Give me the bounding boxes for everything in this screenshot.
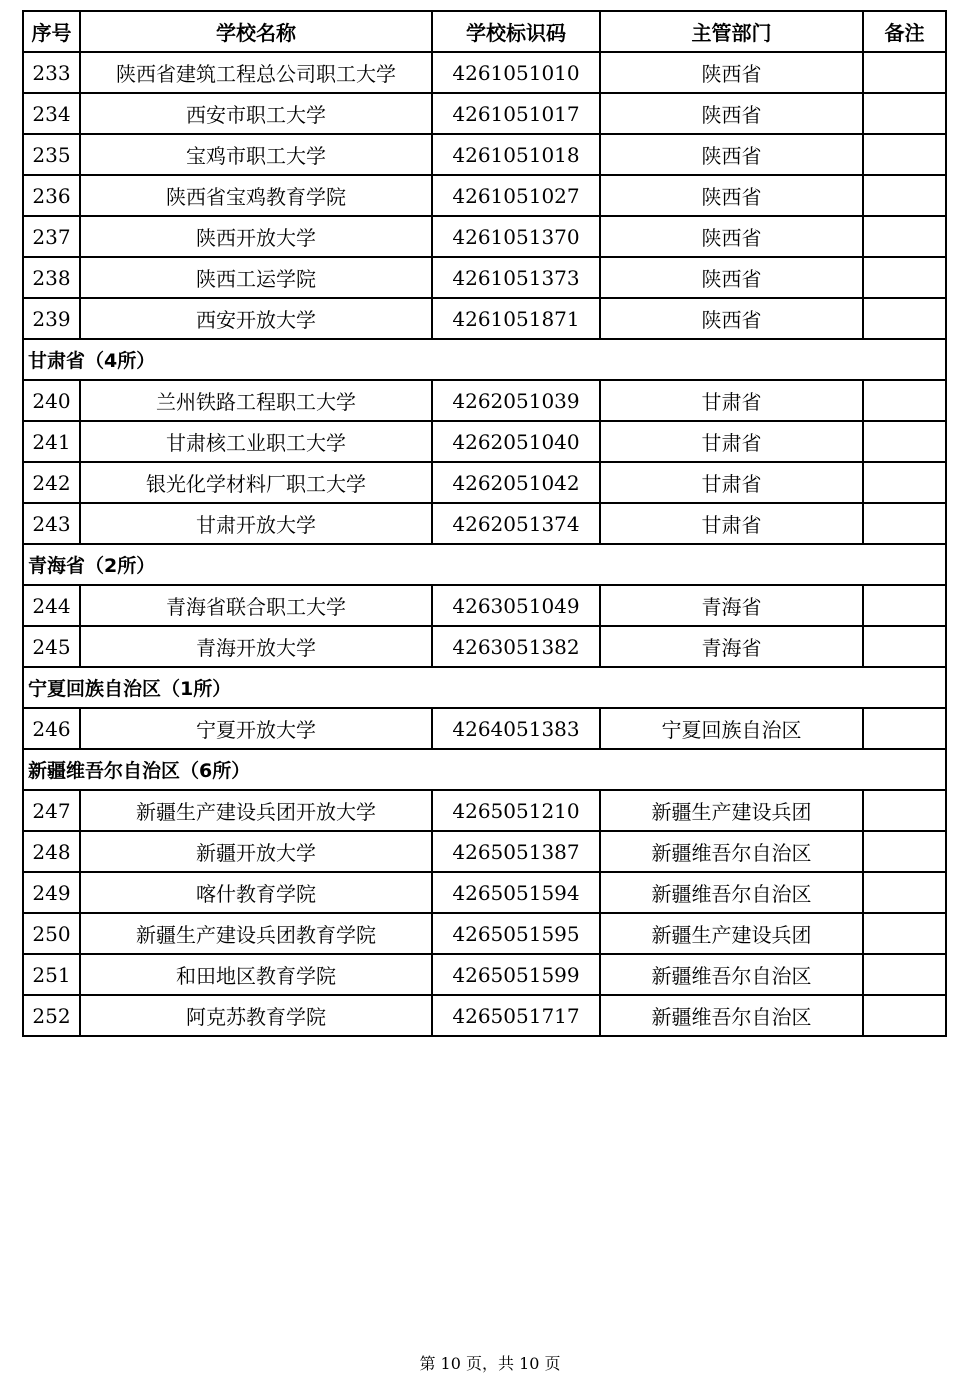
remarks-cell <box>863 298 946 339</box>
serial-number-cell: 234 <box>23 93 80 134</box>
supervising-dept-cell: 青海省 <box>600 626 863 667</box>
table-row <box>23 257 946 298</box>
table-row <box>23 585 946 626</box>
remarks-cell <box>863 831 946 872</box>
school-code-cell: 4262051040 <box>432 421 600 462</box>
serial-number-cell: 249 <box>23 872 80 913</box>
school-name-cell: 青海开放大学 <box>80 626 432 667</box>
school-code-cell: 4261051017 <box>432 93 600 134</box>
school-list-table <box>22 10 947 1037</box>
table-row <box>23 380 946 421</box>
remarks-cell <box>863 790 946 831</box>
school-code-cell: 4265051387 <box>432 831 600 872</box>
school-name-cell: 新疆生产建设兵团教育学院 <box>80 913 432 954</box>
school-name-cell: 阿克苏教育学院 <box>80 995 432 1036</box>
supervising-dept-cell: 宁夏回族自治区 <box>600 708 863 749</box>
table-row <box>23 503 946 544</box>
serial-number-cell: 242 <box>23 462 80 503</box>
table-row <box>23 52 946 93</box>
school-code-cell: 4262051374 <box>432 503 600 544</box>
table-header-row <box>23 11 946 52</box>
school-name-cell: 喀什教育学院 <box>80 872 432 913</box>
table-row <box>23 954 946 995</box>
serial-number-cell: 236 <box>23 175 80 216</box>
supervising-dept-cell: 陕西省 <box>600 52 863 93</box>
table-row <box>23 872 946 913</box>
table-row <box>23 298 946 339</box>
table-row <box>23 134 946 175</box>
supervising-dept-cell: 新疆生产建设兵团 <box>600 790 863 831</box>
table-row <box>23 462 946 503</box>
remarks-cell <box>863 954 946 995</box>
section-title: 宁夏回族自治区（1所） <box>23 667 946 708</box>
school-name-cell: 甘肃开放大学 <box>80 503 432 544</box>
table-row <box>23 995 946 1036</box>
table-row <box>23 831 946 872</box>
school-code-cell: 4265051210 <box>432 790 600 831</box>
table-row <box>23 790 946 831</box>
school-code-cell: 4263051049 <box>432 585 600 626</box>
serial-number-cell: 238 <box>23 257 80 298</box>
school-name-cell: 陕西工运学院 <box>80 257 432 298</box>
header-serial-number: 序号 <box>23 11 80 52</box>
school-code-cell: 4264051383 <box>432 708 600 749</box>
school-code-cell: 4261051370 <box>432 216 600 257</box>
table-row <box>23 626 946 667</box>
table-row <box>23 93 946 134</box>
header-school-name: 学校名称 <box>80 11 432 52</box>
school-name-cell: 甘肃核工业职工大学 <box>80 421 432 462</box>
supervising-dept-cell: 新疆维吾尔自治区 <box>600 831 863 872</box>
supervising-dept-cell: 甘肃省 <box>600 503 863 544</box>
remarks-cell <box>863 585 946 626</box>
school-name-cell: 青海省联合职工大学 <box>80 585 432 626</box>
remarks-cell <box>863 380 946 421</box>
supervising-dept-cell: 甘肃省 <box>600 421 863 462</box>
serial-number-cell: 239 <box>23 298 80 339</box>
supervising-dept-cell: 新疆维吾尔自治区 <box>600 995 863 1036</box>
supervising-dept-cell: 陕西省 <box>600 134 863 175</box>
supervising-dept-cell: 甘肃省 <box>600 462 863 503</box>
remarks-cell <box>863 503 946 544</box>
serial-number-cell: 246 <box>23 708 80 749</box>
serial-number-cell: 245 <box>23 626 80 667</box>
table-row <box>23 913 946 954</box>
school-name-cell: 新疆开放大学 <box>80 831 432 872</box>
header-supervising-dept: 主管部门 <box>600 11 863 52</box>
section-title: 新疆维吾尔自治区（6所） <box>23 749 946 790</box>
school-code-cell: 4262051042 <box>432 462 600 503</box>
school-code-cell: 4261051373 <box>432 257 600 298</box>
school-code-cell: 4265051599 <box>432 954 600 995</box>
remarks-cell <box>863 257 946 298</box>
school-code-cell: 4261051010 <box>432 52 600 93</box>
supervising-dept-cell: 陕西省 <box>600 257 863 298</box>
school-name-cell: 兰州铁路工程职工大学 <box>80 380 432 421</box>
serial-number-cell: 243 <box>23 503 80 544</box>
school-name-cell: 西安开放大学 <box>80 298 432 339</box>
supervising-dept-cell: 陕西省 <box>600 298 863 339</box>
school-name-cell: 陕西开放大学 <box>80 216 432 257</box>
remarks-cell <box>863 995 946 1036</box>
remarks-cell <box>863 626 946 667</box>
remarks-cell <box>863 216 946 257</box>
supervising-dept-cell: 新疆维吾尔自治区 <box>600 954 863 995</box>
section-header-row <box>23 667 946 708</box>
school-name-cell: 和田地区教育学院 <box>80 954 432 995</box>
remarks-cell <box>863 421 946 462</box>
serial-number-cell: 233 <box>23 52 80 93</box>
school-name-cell: 宁夏开放大学 <box>80 708 432 749</box>
school-name-cell: 宝鸡市职工大学 <box>80 134 432 175</box>
remarks-cell <box>863 462 946 503</box>
serial-number-cell: 240 <box>23 380 80 421</box>
table-row <box>23 708 946 749</box>
school-name-cell: 陕西省宝鸡教育学院 <box>80 175 432 216</box>
school-code-cell: 4261051018 <box>432 134 600 175</box>
supervising-dept-cell: 新疆维吾尔自治区 <box>600 872 863 913</box>
supervising-dept-cell: 新疆生产建设兵团 <box>600 913 863 954</box>
section-title: 青海省（2所） <box>23 544 946 585</box>
serial-number-cell: 248 <box>23 831 80 872</box>
section-header-row <box>23 749 946 790</box>
serial-number-cell: 250 <box>23 913 80 954</box>
supervising-dept-cell: 甘肃省 <box>600 380 863 421</box>
school-code-cell: 4262051039 <box>432 380 600 421</box>
section-title: 甘肃省（4所） <box>23 339 946 380</box>
serial-number-cell: 244 <box>23 585 80 626</box>
school-code-cell: 4265051595 <box>432 913 600 954</box>
school-name-cell: 陕西省建筑工程总公司职工大学 <box>80 52 432 93</box>
supervising-dept-cell: 青海省 <box>600 585 863 626</box>
remarks-cell <box>863 134 946 175</box>
serial-number-cell: 252 <box>23 995 80 1036</box>
school-code-cell: 4261051027 <box>432 175 600 216</box>
header-school-code: 学校标识码 <box>432 11 600 52</box>
table-row <box>23 175 946 216</box>
remarks-cell <box>863 708 946 749</box>
remarks-cell <box>863 872 946 913</box>
table-body <box>23 52 946 1036</box>
serial-number-cell: 235 <box>23 134 80 175</box>
serial-number-cell: 247 <box>23 790 80 831</box>
header-remarks: 备注 <box>863 11 946 52</box>
serial-number-cell: 237 <box>23 216 80 257</box>
supervising-dept-cell: 陕西省 <box>600 175 863 216</box>
section-header-row <box>23 339 946 380</box>
serial-number-cell: 241 <box>23 421 80 462</box>
school-name-cell: 银光化学材料厂职工大学 <box>80 462 432 503</box>
remarks-cell <box>863 913 946 954</box>
section-header-row <box>23 544 946 585</box>
school-code-cell: 4265051717 <box>432 995 600 1036</box>
remarks-cell <box>863 175 946 216</box>
serial-number-cell: 251 <box>23 954 80 995</box>
school-code-cell: 4265051594 <box>432 872 600 913</box>
school-code-cell: 4261051871 <box>432 298 600 339</box>
remarks-cell <box>863 52 946 93</box>
table-row <box>23 216 946 257</box>
remarks-cell <box>863 93 946 134</box>
page-footer: 第 10 页，共 10 页 <box>419 1354 561 1373</box>
school-code-cell: 4263051382 <box>432 626 600 667</box>
school-name-cell: 西安市职工大学 <box>80 93 432 134</box>
supervising-dept-cell: 陕西省 <box>600 93 863 134</box>
table-row <box>23 421 946 462</box>
supervising-dept-cell: 陕西省 <box>600 216 863 257</box>
school-name-cell: 新疆生产建设兵团开放大学 <box>80 790 432 831</box>
